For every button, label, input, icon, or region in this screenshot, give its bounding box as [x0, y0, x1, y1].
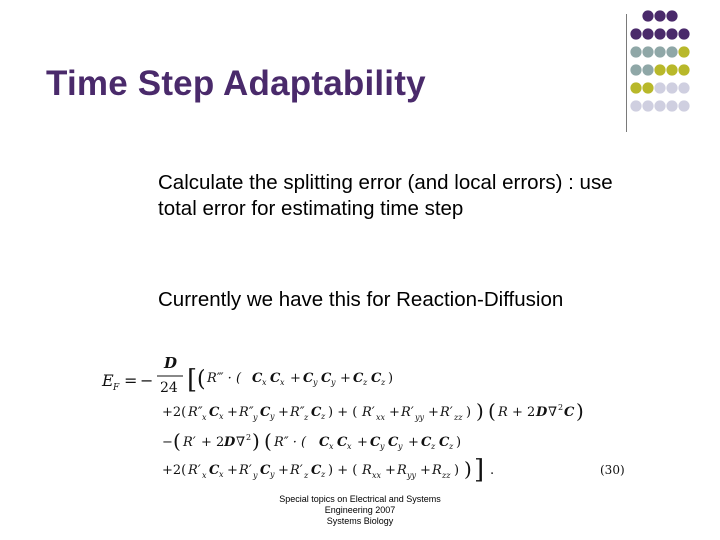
svg-text:x: x	[202, 471, 207, 480]
svg-text:x: x	[347, 442, 352, 451]
footer-line-3: Systems Biology	[326, 516, 394, 526]
svg-text:z: z	[363, 378, 368, 387]
svg-text:): )	[476, 399, 484, 423]
svg-text:D: D	[164, 354, 178, 372]
svg-text:z: z	[304, 471, 309, 480]
svg-text:+ 2: + 2	[201, 435, 225, 450]
decorative-dot	[630, 28, 641, 39]
svg-text:x: x	[329, 442, 334, 451]
svg-text:R″: R″	[239, 405, 254, 420]
svg-text:R′: R′	[188, 463, 201, 478]
svg-text:+: +	[385, 463, 396, 478]
svg-text:R: R	[362, 463, 372, 478]
svg-text:]: ]	[474, 455, 485, 485]
svg-text:R′: R′	[183, 435, 196, 450]
svg-text:y: y	[270, 412, 275, 421]
svg-text:E: E	[102, 371, 114, 390]
svg-text:R′: R′	[401, 405, 414, 420]
svg-text:C: C	[209, 463, 220, 478]
equation-number: (30)	[600, 463, 625, 477]
svg-text:) + (: ) + (	[328, 405, 358, 420]
decorative-dot	[666, 82, 677, 93]
decorative-dot	[654, 28, 665, 39]
svg-text:−: −	[140, 371, 154, 390]
decorative-dot	[630, 46, 641, 57]
slide-footer	[250, 494, 470, 527]
svg-text:R″ · (: R″ · (	[274, 435, 307, 450]
svg-text:y: y	[331, 378, 336, 387]
svg-text:24: 24	[160, 380, 178, 396]
svg-text:R‴ · (: R‴ · (	[207, 371, 242, 386]
decorative-dot	[642, 100, 653, 111]
svg-text:C: C	[337, 435, 348, 450]
svg-text:(: (	[173, 429, 181, 453]
decorative-dot	[630, 82, 641, 93]
svg-text:y: y	[270, 470, 275, 479]
svg-text:z: z	[321, 470, 326, 479]
svg-text:R′: R′	[290, 463, 303, 478]
svg-text:+: +	[278, 463, 289, 478]
footer-line-2: Engineering 2007	[324, 505, 396, 515]
svg-text:z: z	[449, 442, 454, 451]
decorative-dot	[654, 82, 665, 93]
svg-text:y: y	[313, 378, 318, 387]
svg-text:(: (	[264, 429, 272, 453]
svg-text:C: C	[303, 371, 314, 386]
svg-text:x: x	[280, 378, 285, 387]
svg-text:R: R	[498, 405, 508, 420]
decorative-dot	[642, 64, 653, 75]
svg-text:z: z	[431, 442, 436, 451]
svg-text:F: F	[113, 383, 120, 393]
svg-text:C: C	[270, 371, 281, 386]
svg-text:R′: R′	[362, 405, 375, 420]
svg-text:R′: R′	[239, 463, 252, 478]
decorative-dot	[678, 100, 689, 111]
decorative-dot	[654, 64, 665, 75]
decorative-dot	[666, 100, 677, 111]
svg-text:R″: R″	[188, 405, 203, 420]
decorative-dot	[666, 64, 677, 75]
decorative-dot	[642, 10, 653, 21]
svg-text:C: C	[260, 405, 271, 420]
svg-text:): )	[456, 435, 462, 450]
svg-text:C: C	[209, 405, 220, 420]
svg-text:R′: R′	[440, 405, 453, 420]
svg-text:C: C	[319, 435, 330, 450]
decorative-dot	[654, 10, 665, 21]
svg-text:D: D	[224, 435, 236, 450]
svg-text:R: R	[432, 463, 442, 478]
svg-text:+: +	[227, 405, 238, 420]
svg-text:=: =	[124, 371, 138, 390]
decorative-dot	[642, 82, 653, 93]
decorative-dot	[678, 64, 689, 75]
svg-text:x: x	[262, 378, 267, 387]
decorative-dot	[666, 28, 677, 39]
svg-text:yy: yy	[407, 471, 417, 480]
svg-text:+2(: +2(	[162, 463, 187, 478]
svg-text:C: C	[260, 463, 271, 478]
body-paragraph-2: Currently we have this for Reaction-Diffusion	[158, 288, 564, 311]
svg-text:∇: ∇	[548, 405, 558, 420]
decorative-dot	[630, 100, 641, 111]
divider-line	[626, 14, 627, 132]
decorative-dot-grid	[0, 0, 720, 140]
svg-text:R: R	[397, 463, 407, 478]
decorative-dot	[642, 46, 653, 57]
svg-text:y: y	[398, 442, 403, 451]
decorative-dot	[678, 28, 689, 39]
svg-text:x: x	[202, 413, 207, 422]
svg-text:C: C	[353, 371, 364, 386]
svg-text:): )	[576, 399, 584, 423]
decorative-dot	[666, 10, 677, 21]
svg-text:): )	[464, 457, 472, 481]
svg-text:C: C	[311, 463, 322, 478]
svg-text:): )	[466, 405, 472, 420]
svg-text:zz: zz	[442, 471, 451, 480]
svg-text:(: (	[488, 399, 496, 423]
svg-text:C: C	[311, 405, 322, 420]
svg-text:+: +	[278, 405, 289, 420]
equation-image	[100, 350, 640, 490]
svg-text:+: +	[428, 405, 439, 420]
svg-text:+: +	[340, 371, 351, 386]
svg-text:+2(: +2(	[162, 405, 187, 420]
svg-text:C: C	[371, 371, 382, 386]
decorative-dot	[630, 64, 641, 75]
svg-text:+ 2: + 2	[512, 405, 536, 420]
svg-text:+: +	[227, 463, 238, 478]
svg-text:C: C	[564, 405, 575, 420]
svg-text:): )	[454, 463, 460, 478]
svg-text:[: [	[187, 365, 198, 395]
svg-text:) + (: ) + (	[328, 463, 358, 478]
svg-text:C: C	[388, 435, 399, 450]
svg-text:xx: xx	[372, 471, 382, 480]
body-paragraph-1: Calculate the splitting error (and local errors) : use total error for estimating time step	[158, 171, 613, 220]
svg-text:2: 2	[558, 403, 564, 412]
svg-text:C: C	[370, 435, 381, 450]
svg-text:R″: R″	[290, 405, 305, 420]
svg-text:D: D	[536, 405, 548, 420]
svg-text:z: z	[304, 413, 309, 422]
svg-text:y: y	[253, 413, 258, 422]
svg-text:y: y	[253, 471, 258, 480]
svg-text:(: (	[197, 367, 206, 392]
svg-text:z: z	[381, 378, 386, 387]
decorative-dot	[654, 100, 665, 111]
svg-text:yy: yy	[415, 413, 425, 422]
footer-line-1: Special topics on Electrical and Systems	[279, 494, 441, 504]
slide-title: Time Step Adaptability	[46, 64, 426, 103]
svg-text:+: +	[357, 435, 368, 450]
svg-text:): )	[252, 429, 260, 453]
svg-text:y: y	[380, 442, 385, 451]
svg-text:+: +	[408, 435, 419, 450]
svg-text:−: −	[162, 435, 173, 450]
svg-text:C: C	[439, 435, 450, 450]
svg-text:C: C	[252, 371, 263, 386]
svg-text:C: C	[321, 371, 332, 386]
decorative-dot	[666, 46, 677, 57]
svg-text:+: +	[389, 405, 400, 420]
svg-text:x: x	[219, 412, 224, 421]
decorative-dot	[678, 46, 689, 57]
svg-text:∇: ∇	[236, 435, 246, 450]
svg-text:.: .	[490, 463, 495, 478]
decorative-dot	[654, 46, 665, 57]
svg-text:x: x	[219, 470, 224, 479]
svg-text:C: C	[421, 435, 432, 450]
decorative-dot	[642, 28, 653, 39]
decorative-dot	[678, 82, 689, 93]
svg-text:2: 2	[246, 433, 252, 442]
svg-text:): )	[388, 371, 394, 386]
svg-text:zz: zz	[454, 413, 463, 422]
svg-text:z: z	[321, 412, 326, 421]
svg-text:+: +	[420, 463, 431, 478]
svg-text:xx: xx	[376, 413, 386, 422]
svg-text:+: +	[290, 371, 301, 386]
